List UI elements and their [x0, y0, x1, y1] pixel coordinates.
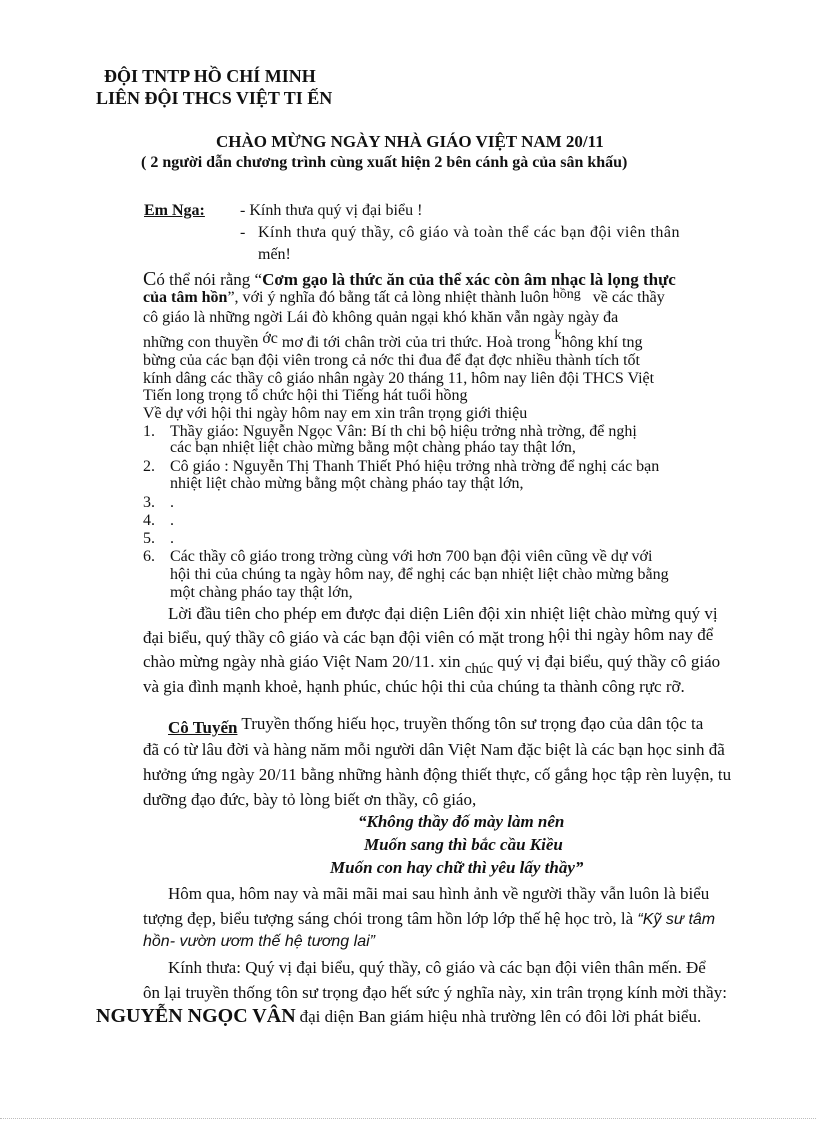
intro-quote-end: của tâm hồn — [143, 289, 228, 306]
poem-line-3: Muốn con hay chữ thì yêu lấy thầy” — [330, 858, 584, 877]
intro-line-4d: k — [554, 328, 562, 343]
co-tuyen-line-1 — [168, 714, 704, 737]
guest-3-line-1: . — [170, 494, 174, 511]
drop-cap: C — [143, 268, 157, 290]
intro-line-4e: hông khí tng — [561, 334, 643, 351]
co-tuyen-line-1-text: Truyền thống hiếu học, truyền thống tôn sư trọng đạo của dân tộc ta — [241, 714, 704, 733]
co-tuyen-line-10 — [96, 1005, 701, 1028]
poem-line-1: “Không thầy đố mày làm nên — [358, 812, 565, 831]
co-tuyen-line-8: Kính thưa: Quý vị đại biểu, quý thầy, cô giáo và các bạn đội viên thân mến. Để — [168, 958, 706, 977]
intro-line-7: Tiến long trọng tổ chức hội thi Tiếng hát tuổi hồng — [143, 387, 468, 404]
guest-6-line-1: Các thầy cô giáo trong trờng cùng với hơn 700 bạn đội viên cũng về dự với — [170, 548, 653, 565]
guest-4-line-1: . — [170, 512, 174, 529]
intro-line-1 — [143, 268, 676, 291]
intro-line-4 — [143, 328, 643, 352]
intro-line-6: kính dâng các thầy cô giáo nhân ngày 20 tháng 11, hôm nay liên đội THCS Việt — [143, 370, 655, 387]
welcome-line-3c: quý vị đại biểu, quý thầy cô giáo — [497, 652, 721, 671]
guest-num-6: 6. — [143, 548, 155, 565]
welcome-line-2 — [143, 625, 714, 648]
document-subtitle: ( 2 người dẫn chương trình cùng xuất hiện 2 bên cánh gà của sân khấu) — [141, 154, 628, 171]
intro-line-4c: mơ đi tới chân trời của tri thức. Hoà trong — [281, 334, 551, 351]
org-line-1: ĐỘI TNTP HỒ CHÍ MINH — [104, 66, 316, 86]
poem-line-2: Muốn sang thì bắc cầu Kiều — [364, 835, 563, 854]
co-tuyen-line-6a: tượng đẹp, biểu tượng sáng chói trong tâm hồn lớp lớp thế hệ học trò, là — [143, 909, 634, 928]
co-tuyen-line-3: hưởng ứng ngày 20/11 bằng những hành động thiết thực, cố gắng học tập rèn luyện, tu — [143, 765, 732, 784]
welcome-line-4: và gia đình mạnh khoẻ, hạnh phúc, chúc hội thi của chúng ta thành công rực rỡ. — [143, 677, 685, 696]
speaker-co-tuyen: Cô Tuyến — [168, 718, 238, 737]
intro-line-2b: ”, với ý nghĩa đó bằng tất cả lòng nhiệt thành luôn — [227, 289, 549, 306]
guest-5-line-1: . — [170, 530, 174, 547]
guest-num-1: 1. — [143, 423, 155, 440]
guest-2-line-2: nhiệt liệt chào mừng bằng một chàng pháo tay thật lớn, — [170, 475, 524, 492]
co-tuyen-line-10-text: đại diện Ban giám hiệu nhà trường lên có đôi lời phát biểu. — [299, 1007, 702, 1026]
intro-line-8: Về dự với hội thi ngày hôm nay em xin trân trọng giới thiệu — [143, 405, 528, 422]
welcome-line-2a: đại biểu, quý thầy cô giáo và các bạn đội viên có mặt trong h — [143, 628, 558, 647]
welcome-line-3a: chào mừng ngày nhà giáo Việt Nam 20/11. xin — [143, 652, 461, 671]
guest-6-line-3: một chàng pháo tay thật lớn, — [170, 584, 353, 601]
intro-line-5: bừng của các bạn đội viên trong cả nớc thi đua để đạt đợc nhiều thành tích tốt — [143, 352, 640, 369]
co-tuyen-line-9: ôn lại truyền thống tôn sư trọng đạo hết sức ý nghĩa này, xin trân trọng kính mời thầy: — [143, 983, 727, 1002]
co-tuyen-line-6 — [143, 909, 715, 929]
greeting-line-2-cont: mến! — [258, 246, 291, 263]
co-tuyen-line-7: hồn- vườn ươm thế hệ tương lai” — [143, 933, 375, 950]
guest-6-line-2: hội thi của chúng ta ngày hôm nay, để nghị các bạn nhiệt liệt chào mừng bằng — [170, 566, 669, 583]
org-line-2: LIÊN ĐỘI THCS VIỆT TI ẾN — [96, 88, 333, 108]
guest-num-2: 2. — [143, 458, 155, 475]
intro-line-2d: về các thầy — [592, 289, 665, 306]
guest-num-3: 3. — [143, 494, 155, 511]
intro-line-4b: ớc — [262, 330, 278, 347]
welcome-line-3 — [143, 652, 721, 677]
speaker-em-nga: Em Nga: — [144, 202, 205, 219]
guest-num-4: 4. — [143, 512, 155, 529]
welcome-line-2b: ội thi ngày hôm nay để — [557, 625, 714, 644]
guest-2-line-1: Cô giáo : Nguyễn Thị Thanh Thiết Phó hiệu trởng nhà trờng để nghị các bạn — [170, 458, 660, 475]
guest-1-line-1: Thầy giáo: Nguyễn Ngọc Vân: Bí th chi bộ hiệu trởng nhà trờng, để nghị — [170, 423, 637, 440]
document-title: CHÀO MỪNG NGÀY NHÀ GIÁO VIỆT NAM 20/11 — [216, 132, 604, 151]
greeting-line-2: Kính thưa quý thầy, cô giáo và toàn thể các bạn đội viên thân — [258, 224, 681, 241]
co-tuyen-line-2: đã có từ lâu đời và hàng năm mỗi người dân Việt Nam đặc biệt là các bạn học sinh đã — [143, 740, 725, 759]
co-tuyen-line-4: dưỡng đạo đức, bày tỏ lòng biết ơn thầy, cô giáo, — [143, 790, 477, 809]
greeting-dash: - — [240, 224, 246, 241]
intro-line-2 — [143, 289, 665, 307]
page-bottom-border — [0, 1118, 816, 1119]
intro-quote-bold: Cơm gạo là thức ăn của thể xác còn âm nhạc là lọng thực — [262, 270, 676, 289]
invited-speaker-name: NGUYỄN NGỌC VÂN — [96, 1005, 296, 1027]
greeting-line-1: - Kính thưa quý vị đại biểu ! — [240, 202, 423, 219]
intro-line-3: cô giáo là những ngời Lái đò không quản ngại khó khăn vẫn ngày ngày đa — [143, 309, 619, 326]
intro-line-2c: hồng — [552, 287, 581, 302]
intro-line-1a: ó thể nói rằng “ — [156, 270, 263, 289]
co-tuyen-line-5: Hôm qua, hôm nay và mãi mãi mai sau hình ảnh về người thầy vẫn luôn là biểu — [168, 884, 710, 903]
quote-ky-su-tam-hon: “Kỹ sư tâm — [637, 911, 716, 928]
guest-num-5: 5. — [143, 530, 155, 547]
welcome-line-1: Lời đầu tiên cho phép em được đại diện Liên đội xin nhiệt liệt chào mừng quý vị — [168, 604, 718, 623]
intro-line-4a: những con thuyền — [143, 334, 259, 351]
welcome-line-3b: chúc — [464, 661, 494, 677]
guest-1-line-2: các bạn nhiệt liệt chào mừng bằng một chàng pháo tay thật lớn, — [170, 439, 576, 456]
